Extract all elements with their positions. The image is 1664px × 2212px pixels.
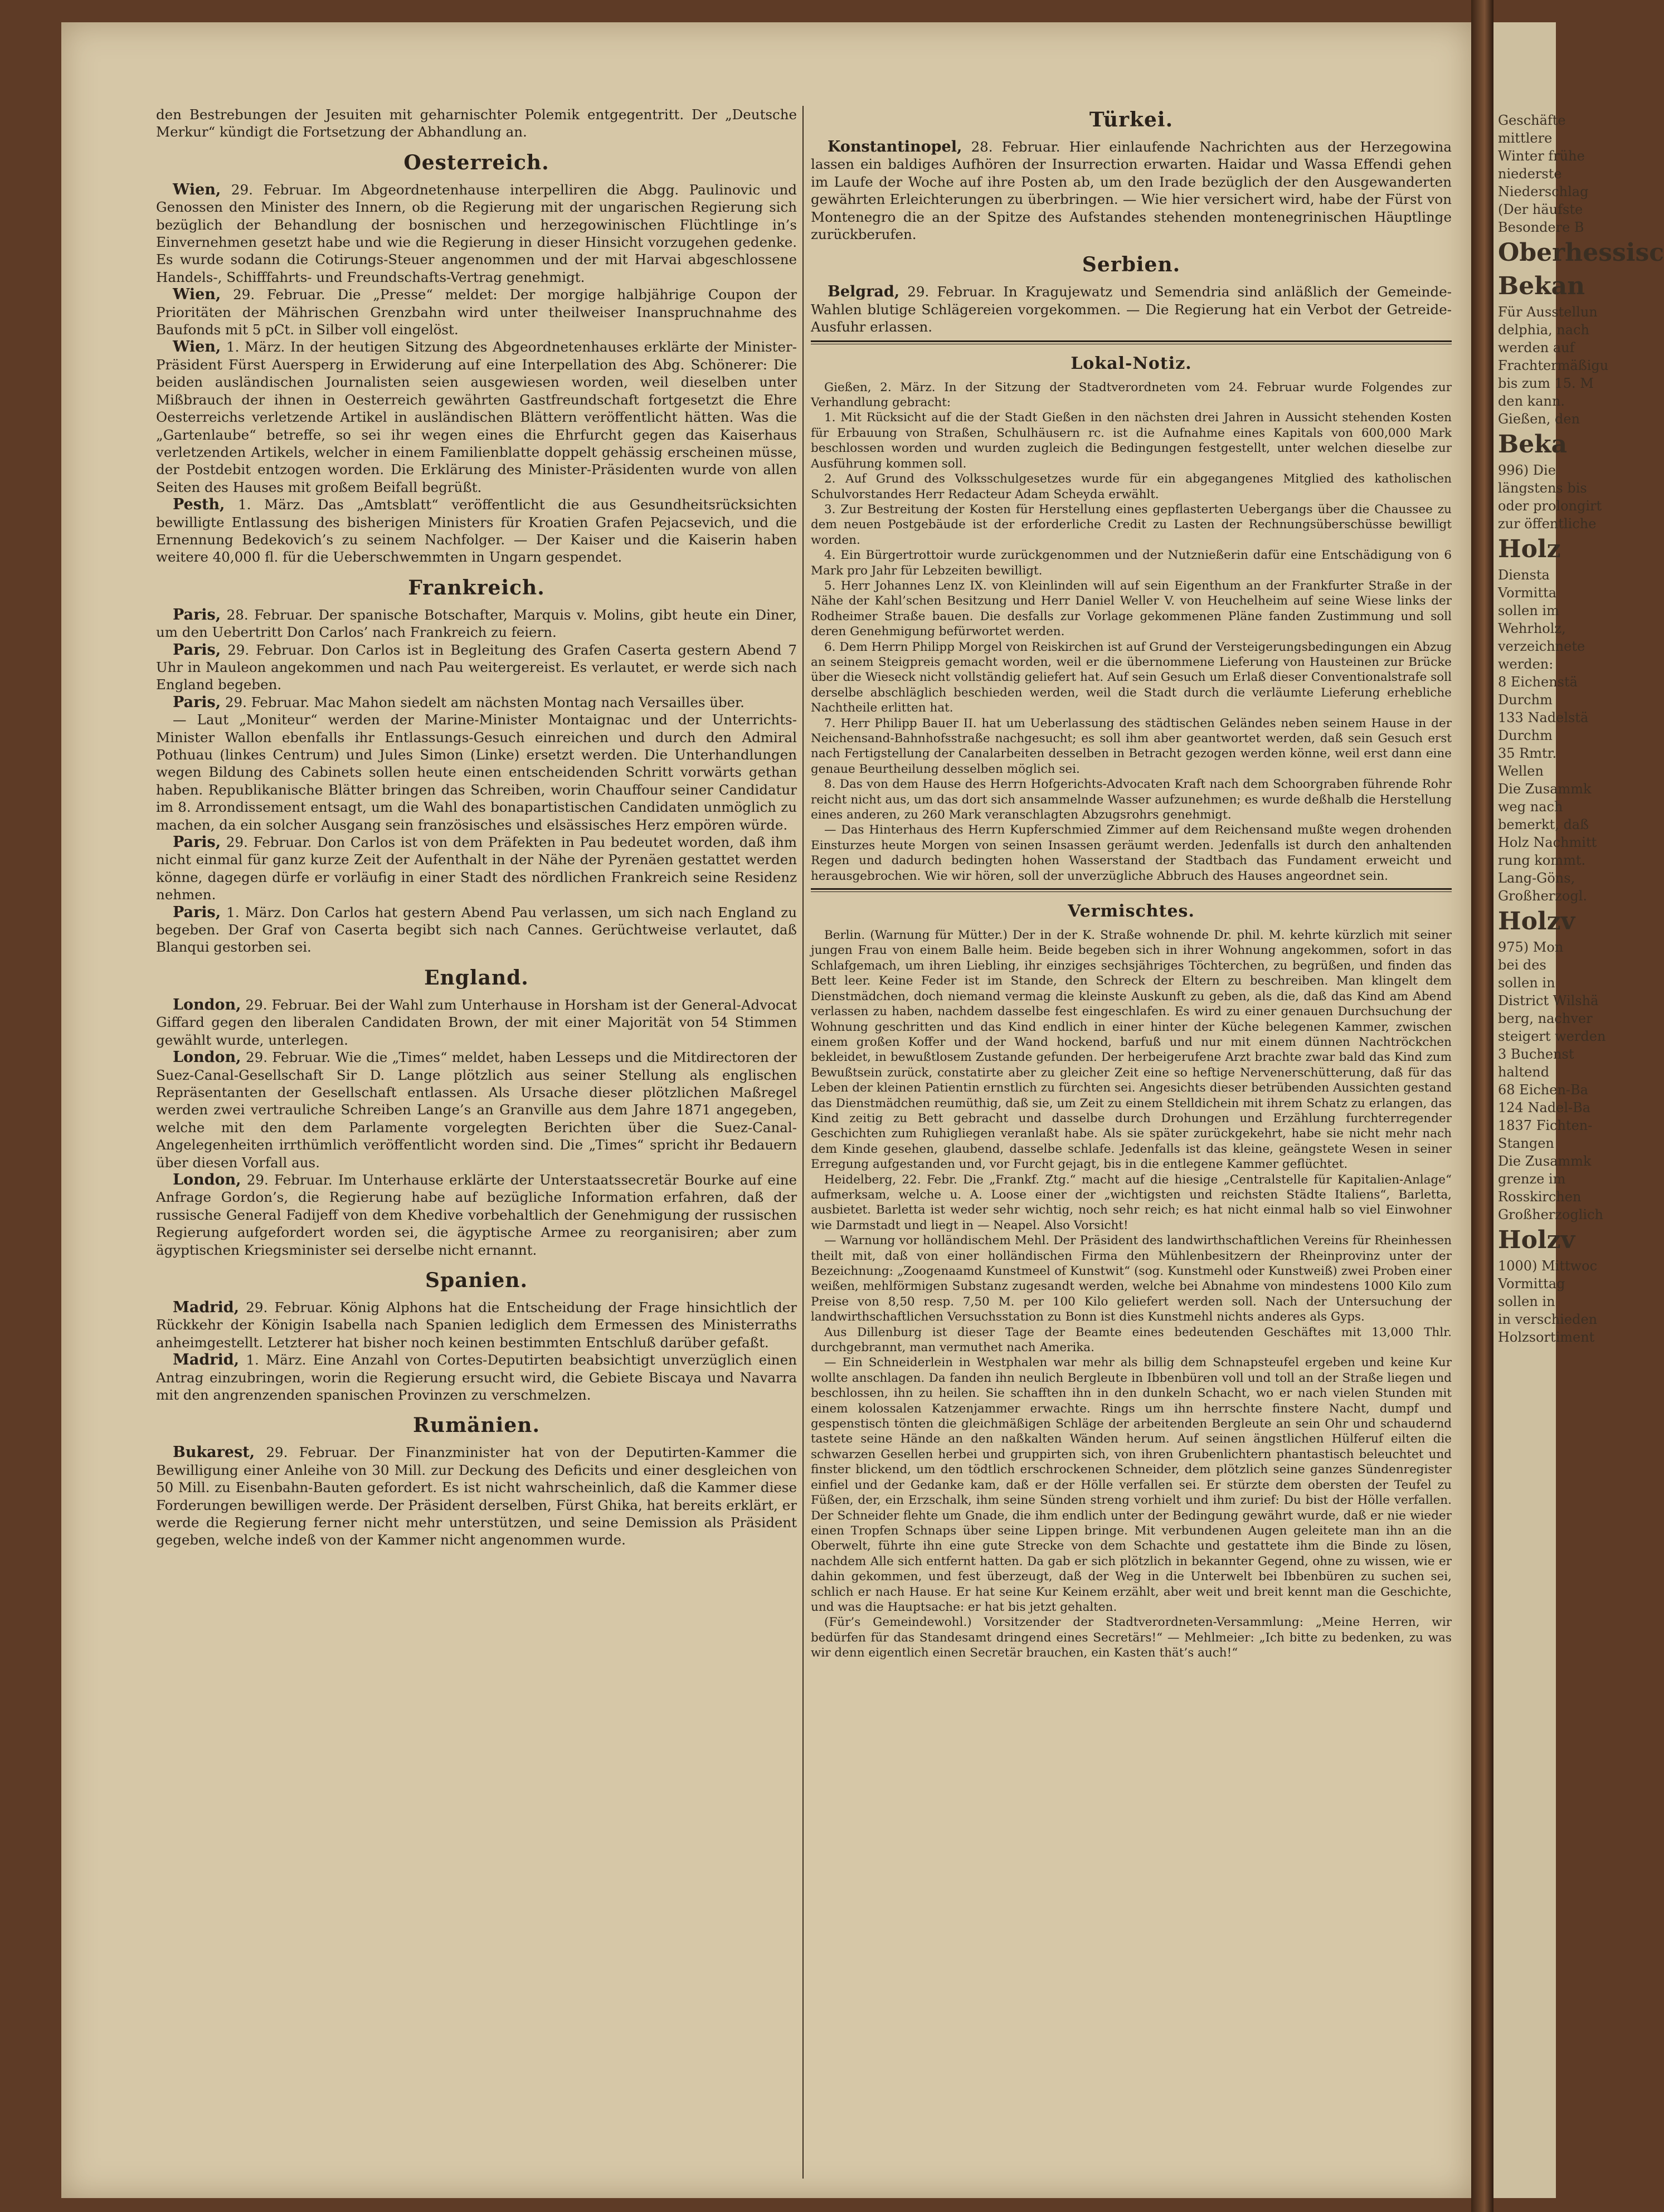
dateline: Paris,	[173, 693, 221, 711]
article-text: 29. Februar. Don Carlos ist in Begleitung des Grafen Caserta gestern Abend 7 Uhr in Mauleon angekommen und nach Pau weitergereist. Es verlautet, er werde sich nach England begeben.	[156, 641, 797, 693]
next-page-line: 8 Eichenstä	[1498, 674, 1578, 690]
article-text: 29. Februar. Im Unterhause erklärte der Unterstaatssecretär Bourke auf eine Anfrage Gordon’s, die Regierung habe auf bezügliche Information erfahren, daß der russische General Fadijeff von dem Khedive vorbehaltlich der Genehmigung der russischen Regierung aufgefordert worden sei, die ägyptische Armee zu reorganisiren; aber zum ägyptischen Kriegsminister sei derselbe nicht ernannt.	[156, 1171, 797, 1258]
next-page-line: (Der häufste	[1498, 202, 1583, 217]
dateline: London,	[173, 996, 241, 1014]
article-text: 28. Februar. Hier einlaufende Nachrichten aus der Herzegowina lassen ein baldiges Aufhören der Insurrection erwarten. Haidar und Wassa Effendi gehen im Laufe der Woche auf ihre Posten ab, um den Irade bezüglich der den Ausgewanderten gewährten Erleichterungen zu überbringen. — Wie hier versichert wird, habe der Fürst von Montenegro die an der Spitze des Aufstandes stehenden montenegrinischen Häuptlinge zurückberufen.	[811, 139, 1452, 243]
local-item: 7. Herr Philipp Bauer II. hat um Ueberlassung des städtischen Geländes neben seinem Hause in der Neichensand-Bahnhofsstraße nachgesucht; es soll ihm aber geantwortet werden, daß sein Gesuch erst nach Fertigstellung der Canalarbeiten desselben in Betracht gezogen werden könne, weil erst dann eine genaue Beurtheilung desselben möglich sei.	[811, 716, 1452, 776]
section-heading-france: Frankreich.	[408, 576, 545, 600]
article	[156, 996, 797, 1049]
local-item: — Das Hinterhaus des Herrn Kupferschmied Zimmer auf dem Reichensand mußte wegen drohenden Einsturzes heute Morgen von seinen Insassen geräumt werden. Jedenfalls ist durch den anhaltenden Regen und dadurch bedingten hohen Wasserstand der Stadtbach das Fundament erweicht und herausgebrochen. Wie wir hören, soll der unverzügliche Abbruch des Hauses angeordnet sein.	[811, 823, 1452, 883]
next-page-line: Holz Nachmitt	[1498, 835, 1597, 850]
next-page-line: oder prolongirt	[1498, 498, 1602, 514]
next-page-line: Holzv	[1498, 1226, 1575, 1254]
next-page-line: 124 Nadel-Ba	[1498, 1100, 1591, 1115]
next-page-line: bei des	[1498, 957, 1546, 973]
next-page-line: Stangen	[1498, 1136, 1554, 1151]
local-item: 4. Ein Bürgertrottoir wurde zurückgenommen und der Nutznießerin dafür eine Entschädigung von 6 Mark pro Jahr für Lebzeiten bewilligt.	[811, 548, 1452, 578]
next-page-line: District Wilshä	[1498, 993, 1599, 1008]
section-heading-england: England.	[424, 966, 529, 990]
article	[156, 1299, 797, 1351]
next-page-line: 3 Buchenst	[1498, 1046, 1574, 1062]
next-page-line: 1000) Mittwoc	[1498, 1258, 1598, 1274]
next-page-line: Rosskirchen	[1498, 1189, 1582, 1205]
article	[156, 181, 797, 286]
next-page-fragment	[1493, 22, 1664, 2198]
next-page-line: Wellen	[1498, 763, 1544, 779]
local-item: 8. Das von dem Hause des Herrn Hofgerichts-Advocaten Kraft nach dem Schoorgraben führende Rohr reicht nicht aus, um das dort sich ansammelnde Wasser aufzunehmen; es wurde deßhalb die Herstellung eines anderen, zu 260 Mark veranschlagten Abzugsrohrs genehmigt.	[811, 777, 1452, 822]
next-page-line: 996) Die	[1498, 462, 1556, 478]
next-page-line: Lang-Göns,	[1498, 870, 1575, 886]
next-page-line: Gießen, den	[1498, 411, 1580, 427]
next-page-line: 1837 Fichten-	[1498, 1118, 1593, 1133]
dateline: Wien,	[173, 286, 221, 304]
article-text: 1. März. Eine Anzahl von Cortes-Deputirten beabsichtigt unverzüglich einen Antrag einzubringen, worin die Regierung ersucht wird, die Gebiete Biscaya und Navarra mit den angrenzenden spanischen Provinzen zu verschmelzen.	[156, 1352, 797, 1403]
right-column	[811, 106, 1452, 1661]
dateline: Paris,	[173, 834, 221, 851]
local-item: 3. Zur Bestreitung der Kosten für Herstellung eines gepflasterten Uebergangs über die Chaussee zu dem neuen Postgebäude ist der erforderliche Credit zu Lasten der Rechnungsüberschüsse bewilligt worden.	[811, 502, 1452, 547]
next-page-line: längstens bis	[1498, 480, 1587, 496]
next-page-line: sollen im	[1498, 603, 1559, 618]
article-text: 29. Februar. Im Abgeordnetenhause interpelliren die Abgg. Paulinovic und Genossen den Minister des Innern, ob die Regierung mit der ungarischen Regierung sich bezüglich der Behandlung der bosnischen und herzegowinischen Flüchtlinge in’s Einvernehmen gesetzt habe und wie die Regierung in dieser Hinsicht vorzugehen gedenke. Es wurde sodann die Cotirungs-Steuer angenommen und der mit Harvai abgeschlossene Handels-, Schifffahrts- und Freundschafts-Vertrag genehmigt.	[156, 181, 797, 285]
article	[156, 694, 797, 711]
next-page-line: in verschieden	[1498, 1312, 1598, 1327]
section-heading-spain: Spanien.	[425, 1268, 528, 1292]
article-text: 29. Februar. Don Carlos ist von dem Präfekten in Pau bedeutet worden, daß ihm nicht einmal für ganz kurze Zeit der Aufenthalt in der Nähe der Pyrenäen gestattet werden könne, dagegen dürfe er vorläufig in einer Stadt des nördlichen Frankreich seine Residenz nehmen.	[156, 834, 797, 903]
local-notes	[811, 380, 1452, 884]
article-text: — Laut „Moniteur“ werden der Marine-Minister Montaignac und der Unterrichts-Minister Wallon ebenfalls ihr Entlassungs-Gesuch einreichen und durch den Admiral Pothuau (linkes Centrum) und Jules Simon (Linke) ersetzt werden. Die Unterhandlungen wegen Bildung des Cabinets sollen heute einen entscheidenden Schritt vorwärts gethan haben. Republikanische Blätter bringen das Schreiben, worin Chauffour seiner Candidatur im 8. Arrondissement entsagt, um die Wahl des bonapartistischen Candidaten unmöglich zu machen, da ein solcher Ausgang sein französisches und elsässisches Herz empören würde.	[156, 712, 797, 833]
next-page-line: 133 Nadelstä	[1498, 710, 1589, 725]
next-page-lines	[1493, 22, 1664, 1346]
dateline: Bukarest,	[173, 1444, 255, 1461]
next-page-line: den kann.	[1498, 393, 1565, 409]
section-divider	[811, 340, 1452, 344]
article	[156, 834, 797, 904]
next-page-line: bemerkt, daß	[1498, 817, 1589, 832]
next-page-line: Wehrholz,	[1498, 621, 1566, 636]
next-page-line: mittlere	[1498, 130, 1553, 146]
next-page-line: werden:	[1498, 656, 1554, 672]
article	[811, 283, 1452, 335]
article	[156, 606, 797, 641]
dateline: Paris,	[173, 903, 221, 921]
next-page-line: verzeichnete	[1498, 639, 1585, 654]
section-heading-serbia: Serbien.	[1082, 253, 1181, 277]
dateline: Belgrad,	[828, 283, 900, 301]
article-text: 1. März. Das „Amtsblatt“ veröffentlicht die aus Gesundheitsrücksichten bewilligte Entlassung des bisherigen Ministers für Kroatien Grafen Pejacsevich, und die Ernennung Bedekovich’s zu seinem Nachfolger. — Der Kaiser und die Kaiserin haben weitere 40,000 fl. für die Ueberschwemmten in Ungarn gespendet.	[156, 496, 797, 566]
intro-paragraph: den Bestrebungen der Jesuiten mit geharnischter Polemik entgegentritt. Der „Deutsche Merkur“ kündigt die Fortsetzung der Abhandlung an.	[156, 106, 797, 140]
article	[156, 496, 797, 566]
dateline: Madrid,	[173, 1351, 240, 1369]
next-page-line: Holzsortiment	[1498, 1329, 1595, 1345]
next-page-line: zur öffentliche	[1498, 516, 1597, 532]
dateline: Wien,	[173, 338, 221, 356]
dateline: London,	[173, 1171, 241, 1188]
next-page-line: rung kommt.	[1498, 852, 1586, 868]
misc-item: — Ein Schneiderlein in Westphalen war mehr als billig dem Schnapsteufel ergeben und keine Kur wollte anschlagen. Da fanden ihn neulich Bergleute in Ibbenbüren voll und toll an der Straße liegen und beschlossen, ihn zu heilen. Sie schafften ihn in den dunkeln Schacht, wo er nach vielen Stunden mit einem kolossalen Katzenjammer erwachte. Rings um ihn herrschte finstere Nacht, dumpf und gespenstisch tönten die gleichmäßigen Schläge der arbeitenden Bergleute an sein Ohr und schaudernd tastete seine Hände an den naßkalten Wänden herum. Auf seinen ängstlichen Hülferuf eilten die schwarzen Gesellen herbei und gruppirten sich, von ihren Grubenlichtern phantastisch beleuchtet und finster blickend, um den tödtlich erschrockenen Schneider, dem plötzlich seine ganzes Sündenregister einfiel und der Gedanke kam, daß er der Hölle verfallen sei. Er stürzte dem obersten der Teufel zu Füßen, der, ein Erzschalk, ihm seine Sünden streng vorhielt und ihm zurief: Du bist der Hölle verfallen. Der Schneider flehte um Gnade, die ihm endlich unter der Bedingung gewährt wurde, daß er nie wieder einen Tropfen Schnaps über seine Lippen bringe. Mit verbundenen Augen geleitete man ihn an die Oberwelt, führte ihn eine gute Strecke von dem Schachte und gestattete ihm die Binde zu lösen, nachdem Alle sich entfernt hatten. Da gab er sich plötzlich in bekannter Gegend, ohne zu wissen, wie er dahin gekommen, und fest überzeugt, daß der Weg in die Unterwelt bei Ibbenbüren zu suchen sei, schlich er nach Hause. Er hat seine Kur Keinem erzählt, aber weit und breit kennt man die Geschichte, und was die Hauptsache: er hat bis jetzt gehalten.	[811, 1356, 1452, 1614]
article-text: 29. Februar. Die „Presse“ meldet: Der morgige halbjährige Coupon der Prioritäten der Mährischen Grenzbahn wird unter theilweiser Inanspruchnahme des Baufonds mit 5 pCt. in Silber voll eingelöst.	[156, 286, 797, 338]
local-item: 1. Mit Rücksicht auf die der Stadt Gießen in den nächsten drei Jahren in Aussicht stehenden Kosten für Erbauung von Straßen, Schulhäusern rc. ist die Aufnahme eines Kapitals von 600,000 Mark beschlossen worden und wurden zugleich die Bedingungen festgestellt, unter welchen dieselbe zur Ausführung kommen soll.	[811, 411, 1452, 471]
next-page-line: Oberhessisc	[1498, 238, 1664, 267]
misc-notes	[811, 928, 1452, 1661]
section-heading-turkey: Türkei.	[1089, 108, 1174, 131]
misc-item: Heidelberg, 22. Febr. Die „Frankf. Ztg.“ macht auf die hiesige „Centralstelle für Kapitalien-Anlage“ aufmerksam, welche u. A. Loose einer der „wichtigsten und reichsten Städte Italiens“, Barletta, ausbietet. Barletta ist weder sehr wichtig, noch sehr reich; es hat nicht einmal halb so viel Einwohner wie Darmstadt und liegt in — Neapel. Also Vorsicht!	[811, 1172, 1452, 1232]
next-page-line: 35 Rmtr.	[1498, 746, 1557, 761]
next-page-line: berg, nachver	[1498, 1011, 1593, 1026]
dateline: Paris,	[173, 606, 221, 623]
next-page-line: Vormittag	[1498, 1276, 1565, 1292]
article-text: 28. Februar. Der spanische Botschafter, Marquis v. Molins, gibt heute ein Diner, um den Uebertritt Don Carlos’ nach Frankreich zu feiern.	[156, 606, 797, 641]
next-page-line: Durchm	[1498, 728, 1553, 743]
next-page-line: Winter frühe	[1498, 148, 1585, 164]
next-page-line: Diensta	[1498, 567, 1550, 583]
next-page-line: Die Zusammk	[1498, 781, 1592, 797]
local-item: 5. Herr Johannes Lenz IX. von Kleinlinden will auf sein Eigenthum an der Frankfurter Straße in der Nähe der Kahl’schen Besitzung und Herr Daniel Weller V. von Heuchelheim auf seine Wiese links der Rodheimer Straße bauen. Die desfalls zur Vorlage gekommenen Pläne fanden Zustimmung und soll deren Genehmigung befürwortet werden.	[811, 578, 1452, 639]
article-text: 29. Februar. König Alphons hat die Entscheidung der Frage hinsichtlich der Rückkehr der Königin Isabella nach Spanien lediglich dem Ermessen des Ministerraths anheimgestellt. Letzterer hat bisher noch keinen bestimmten Entschluß darüber gefaßt.	[156, 1299, 797, 1351]
next-page-line: Geschäfte	[1498, 113, 1566, 128]
article	[156, 711, 797, 834]
next-page-line: haltend	[1498, 1064, 1550, 1080]
dateline: London,	[173, 1049, 241, 1066]
article-text: 29. Februar. Wie die „Times“ meldet, haben Lesseps und die Mitdirectoren der Suez-Canal-Gesellschaft Sir D. Lange plötzlich aus seiner Stellung als englischen Repräsentanten der Gesellschaft entlassen. Als Ursache dieser plötzlichen Maßregel werden zwei vertrauliche Schreiben Lange’s an Granville aus dem Jahre 1871 angegeben, welche mit den dem Parlamente vorgelegten Berichten über die Suez-Canal-Angelegenheiten irrthümlich veröffentlicht worden sind. Die „Times“ spricht ihr Bedauern über diesen Vorfall aus.	[156, 1049, 797, 1171]
dateline: Paris,	[173, 641, 221, 659]
section-heading-misc: Vermischtes.	[1068, 902, 1195, 922]
next-page-line: Holz	[1498, 535, 1561, 563]
article	[156, 338, 797, 496]
local-item: 6. Dem Herrn Philipp Morgel von Reiskirchen ist auf Grund der Versteigerungsbedingungen ein Abzug an seinem Steigpreis gemacht worden, weil er die übernommene Lieferung von Hausteinen zur Brücke über die Wieseck nicht vollständig geliefert hat. Auf sein Gesuch um Erlaß dieser Conventionalstrafe soll derselbe abschläglich beschieden werden, weil die Stadt durch die verläumte Lieferung erhebliche Nachtheile erlitten hat.	[811, 640, 1452, 715]
dateline: Konstantinopel,	[828, 138, 962, 155]
next-page-line: sollen in	[1498, 975, 1555, 991]
dateline: Madrid,	[173, 1298, 240, 1316]
article	[156, 1049, 797, 1171]
next-page-line: 68 Eichen-Ba	[1498, 1082, 1588, 1098]
next-page-line: Großherzogl.	[1498, 888, 1588, 904]
article-text: 29. Februar. Bei der Wahl zum Unterhause in Horsham ist der General-Advocat Giffard gegen den liberalen Candidaten Brown, der mit einer Majorität von 54 Stimmen gewählt wurde, unterlegen.	[156, 996, 797, 1048]
article-text: 29. Februar. In Kragujewatz und Semendria sind anläßlich der Gemeinde-Wahlen blutige Schlägereien vorgekommen. — Die Regierung hat ein Verbot der Getreide-Ausfuhr erlassen.	[811, 284, 1452, 335]
article	[811, 138, 1452, 243]
article-text: 1. März. In der heutigen Sitzung des Abgeordnetenhauses erklärte der Minister-Präsident Fürst Auersperg in Erwiderung auf eine Interpellation des Abg. Schönerer: Die beiden ausländischen Journalisten seien ausgewiesen worden, weil dieselben unter Mißbrauch der ihnen in Oesterreich gewährten Gastfreundschaft fortgesetzt die Ehre Oesterreichs verletzende Artikel in ausländischen Blättern veröffentlicht hätten. Was die „Gartenlaube“ betreffe, so sei ihr wegen eines die Ehrfurcht gegen das Kaiserhaus verletzenden Artikels, welcher in einem Familienblatte doppelt gehässig erscheinen müsse, der Postdebit entzogen worden. Die Erklärung des Minister-Präsidenten wurde von allen Seiten des Hauses mit großem Beifall begrüßt.	[156, 339, 797, 495]
next-page-line: steigert werden	[1498, 1029, 1606, 1044]
article	[156, 1351, 797, 1404]
left-column	[156, 106, 797, 1549]
next-page-line: sollen in	[1498, 1294, 1555, 1309]
section-heading-local: Lokal-Notiz.	[1071, 353, 1192, 373]
next-page-line: Die Zusammk	[1498, 1153, 1592, 1169]
section-divider	[811, 888, 1452, 892]
misc-item: Berlin. (Warnung für Mütter.) Der in der K. Straße wohnende Dr. phil. M. kehrte kürzlich mit seiner jungen Frau von einem Balle heim. Beide begeben sich in ihrer Wohnung angekommen, sofort in das Schlafgemach, um ihren Liebling, ihr einziges sechsjähriges Töchterchen, zu begrüßen, und finden das Bett leer. Keine Feder ist im Stande, den Schreck der Eltern zu beschreiben. Man klingelt dem Dienstmädchen, doch niemand vermag die kleinste Auskunft zu geben, als die, daß das Kind am Abend verlassen zu haben, nachdem dasselbe fest eingeschlafen. Es wird zu einer genauen Durchsuchung der Wohnung geschritten und das Kind endlich in einer hinter der Küche belegenen Kammer, zwischen einem großen Koffer und der Wand hockend, barfuß und nur mit einem dünnen Nachtröckchen bekleidet, in bewußtlosem Zustande gefunden. Der herbeigerufene Arzt brachte zwar bald das Kind zum Bewußtsein zurück, constatirte aber zu gleicher Zeit eine so heftige Nervenerschütterung, daß für das Leben der kleinen Patientin ernstlich zu fürchten sei. Angesichts dieser betrübenden Aussichten gestand das Dienstmädchen reumüthig, daß sie, um Zeit zu einem Stelldichein mit ihrem Schatz zu erlangen, das Kind zeitig zu Bett gebracht und dasselbe durch Drohungen und Erzählung furchterregender Geschichten zum Ruhigliegen veranlaßt habe. Als sie später zurückgekehrt, habe sie nicht mehr nach dem Kinde gesehen, glaubend, dasselbe schlafe. Jedenfalls ist das kleine, geängstete Wesen in seiner Erregung aufgestanden und, vor Furcht gejagt, bis in die entlegene Kammer geflüchtet.	[811, 928, 1452, 1172]
next-page-line: Beka	[1498, 430, 1568, 459]
next-page-line: Großherzoglich	[1498, 1207, 1603, 1222]
next-page-line: Bekan	[1498, 272, 1585, 300]
next-page-line: delphia, nach	[1498, 322, 1589, 338]
article	[156, 1171, 797, 1259]
column-rule	[802, 106, 804, 2179]
section-heading-austria: Oesterreich.	[403, 150, 549, 174]
article-text: 29. Februar. Mac Mahon siedelt am nächsten Montag nach Versailles über.	[225, 694, 745, 710]
next-page-line: Frachtermäßigu	[1498, 358, 1609, 373]
next-page-line: 975) Mon	[1498, 939, 1564, 955]
dateline: Wien,	[173, 181, 221, 198]
article	[156, 1444, 797, 1548]
article	[156, 641, 797, 694]
next-page-line: werden auf	[1498, 340, 1575, 355]
book-gutter	[1471, 0, 1493, 2212]
next-page-line: bis zum 15. M	[1498, 376, 1594, 391]
local-item: 2. Auf Grund des Volksschulgesetzes wurde für ein abgegangenes Mitglied des katholischen Schulvorstandes Herr Redacteur Adam Scheyda erwählt.	[811, 472, 1452, 501]
next-page-line: Vormitta	[1498, 585, 1557, 601]
next-page-line: weg nach	[1498, 799, 1563, 815]
article	[156, 286, 797, 338]
article-text: 29. Februar. Der Finanzminister hat von der Deputirten-Kammer die Bewilligung einer Anleihe von 30 Mill. zur Deckung des Deficits und einer desgleichen von 50 Mill. zu Eisenbahn-Bauten gefordert. Es ist nicht wahrscheinlich, daß die Kammer diese Forderungen bewilligen werde. Der Präsident derselben, Fürst Ghika, hat bereits erklärt, er werde die Regierung ferner nicht mehr unterstützen, und seine Demission als Präsident gegeben, welche indeß von der Kammer nicht angenommen wurde.	[156, 1444, 797, 1548]
next-page-line: grenze im	[1498, 1171, 1566, 1187]
next-page-line: Holzv	[1498, 907, 1575, 936]
next-page-line: Niederschlag	[1498, 184, 1589, 199]
local-lead: Gießen, 2. März. In der Sitzung der Stadtverordneten vom 24. Februar wurde Folgendes zur Verhandlung gebracht:	[811, 380, 1452, 410]
misc-item: (Für’s Gemeindewohl.) Vorsitzender der Stadtverordneten-Versammlung: „Meine Herren, wir bedürfen für das Standesamt dringend eines Secretärs!“ — Mehlmeier: „Ich bitte zu bedenken, zu was wir denn eigentlich einen Secretär brauchen, ein Kasten thät’s auch!“	[811, 1615, 1452, 1660]
section-heading-romania: Rumänien.	[413, 1414, 540, 1438]
misc-item: — Warnung vor holländischem Mehl. Der Präsident des landwirthschaftlichen Vereins für Rheinhessen theilt mit, daß von einer holländischen Firma den Mühlenbesitzern der Rheinprovinz unter der Bezeichnung: „Zoogenaamd Kunstmeel of Kunstwit“ (sog. Kunstmehl oder Kunstweiß) zwei Proben einer weißen, mehlförmigen Substanz zugesandt werden, welche bei Abnahme von mindestens 1000 Kilo zum Preise von 8,50 resp. 7,50 M. per 100 Kilo geliefert werden soll. Nach der Untersuchung der landwirthschaftlichen Versuchsstation zu Bonn ist dies Kunstmehl nichts anderes als Gyps.	[811, 1234, 1452, 1324]
next-page-line: niederste	[1498, 166, 1562, 182]
dateline: Pesth,	[173, 496, 225, 514]
next-page-line: Durchm	[1498, 692, 1553, 708]
article-text: 1. März. Don Carlos hat gestern Abend Pau verlassen, um sich nach England zu begeben. Der Graf von Caserta begibt sich nach Cannes. Gerüchtweise verlautet, daß Blanqui gestorben sei.	[156, 904, 797, 956]
next-page-line: Für Ausstellun	[1498, 304, 1598, 320]
misc-item: Aus Dillenburg ist dieser Tage der Beamte eines bedeutenden Geschäftes mit 13,000 Thlr. durchgebrannt, man vermuthet nach Amerika.	[811, 1325, 1452, 1355]
article	[156, 904, 797, 956]
next-page-line: Besondere B	[1498, 220, 1584, 235]
